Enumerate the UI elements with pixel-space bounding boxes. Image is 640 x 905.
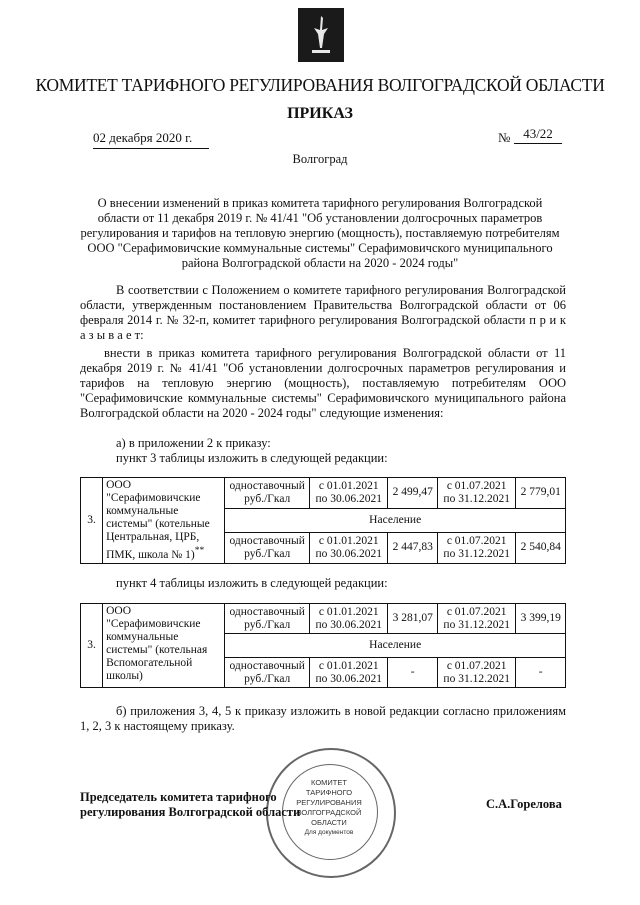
section-header: Население [225,508,566,533]
tariff-value-1: - [388,658,438,688]
stamp-line: РЕГУЛИРОВАНИЯ [296,798,362,807]
number-label: № [498,130,511,145]
tariff-table-item3 [80,477,566,564]
order-subject: О внесении изменений в приказ комитета тарифного регулирования Волгоградской области от 11 декабря 2019 г. № 41/41 "Об установлении долгосрочных параметров регулирования и тарифов на тепловую энергию (мощность), поставляемую потребителям ООО "Серафимовичские коммунальные системы" Серафимовичского муниципального района Волгоградской области на 2020 - 2024 годы" [80,196,560,270]
signatory-title-line: регулирования Волгоградской области [80,805,301,819]
document-number: 43/22 [514,126,562,144]
period-2: с 01.07.2021 по 31.12.2021 [438,478,516,509]
organization-cell [103,478,225,564]
tariff-type: одноставочный руб./Гкал [225,658,310,688]
stamp-line: ТАРИФНОГО [305,788,353,797]
stamp-line: Для документов [304,829,354,836]
preamble-paragraph: В соответствии с Положением о комитете тарифного регулирования Волгоградской области, утвержденным постановлением Правительства Волгоградской области от 06 февраля 2014 г. № 32-п, комитет тарифного регулирования Волгоградской области п р и к а з ы в а е т: [80,283,566,342]
tariff-value-2: 2 540,84 [516,533,566,564]
period-2: с 01.07.2021 по 31.12.2021 [438,658,516,688]
item-3-intro: пункт 3 таблицы изложить в следующей редакции: [116,451,388,465]
row-number: 3. [81,604,103,688]
period-1: с 01.01.2021 по 30.06.2021 [310,604,388,634]
amendment-paragraph: внести в приказ комитета тарифного регулирования Волгоградской области от 11 декабря 2019 г. № 41/41 "Об установлении долгосрочных параметров регулирования и тарифов на тепловую энергию (мощность), поставляемую потребителям ООО "Серафимовичские коммунальные системы" Серафимовичского муниципального района Волгоградской области на 2020 - 2024 годы" следующие изменения: [80,346,566,420]
tariff-type: одноставочный руб./Гкал [225,533,310,564]
stamp-line: ОБЛАСТИ [311,818,347,827]
period-2: с 01.07.2021 по 31.12.2021 [438,604,516,634]
committee-title: КОМИТЕТ ТАРИФНОГО РЕГУЛИРОВАНИЯ ВОЛГОГРАДСКОЙ ОБЛАСТИ [35,75,605,95]
item-b: б) приложения 3, 4, 5 к приказу изложить в новой редакции согласно приложениям 1, 2, 3 к настоящему приказу. [80,704,566,733]
signatory-name: С.А.Горелова [486,797,562,811]
item-4-intro: пункт 4 таблицы изложить в следующей редакции: [116,576,388,590]
tariff-table-item4 [80,603,566,688]
period-2: с 01.07.2021 по 31.12.2021 [438,533,516,564]
tariff-value-1: 2 499,47 [388,478,438,509]
tariff-value-1: 3 281,07 [388,604,438,634]
organization-name: ООО "Серафимовичские коммунальные системы" (котельная Вспомогательной школы) [103,604,225,688]
stamp-line: ВОЛГОГРАДСКОЙ [296,808,362,817]
document-date: 02 декабря 2020 г. [93,130,209,149]
tariff-value-1: 2 447,83 [388,533,438,564]
period-1: с 01.01.2021 по 30.06.2021 [310,478,388,509]
footnote-mark: ** [194,545,205,556]
tariff-type: одноставочный руб./Гкал [225,604,310,634]
document-type: ПРИКАЗ [287,105,353,122]
period-1: с 01.01.2021 по 30.06.2021 [310,658,388,688]
stamp-line: КОМИТЕТ [311,778,347,787]
coat-of-arms-emblem [298,8,344,62]
tariff-value-2: 3 399,19 [516,604,566,634]
period-1: с 01.01.2021 по 30.06.2021 [310,533,388,564]
row-number: 3. [81,478,103,564]
signatory-title-line: Председатель комитета тарифного [80,790,277,804]
city: Волгоград [292,152,348,166]
tariff-value-2: - [516,658,566,688]
tariff-value-2: 2 779,01 [516,478,566,509]
organization-name: ООО "Серафимовичские коммунальные системы" (котельные Центральная, ЦРБ, ПМК, школа № 1) [106,479,210,561]
item-a: а) в приложении 2 к приказу: [116,436,271,450]
signatory-title [80,790,300,820]
section-header: Население [225,634,566,658]
tariff-type: одноставочный руб./Гкал [225,478,310,509]
